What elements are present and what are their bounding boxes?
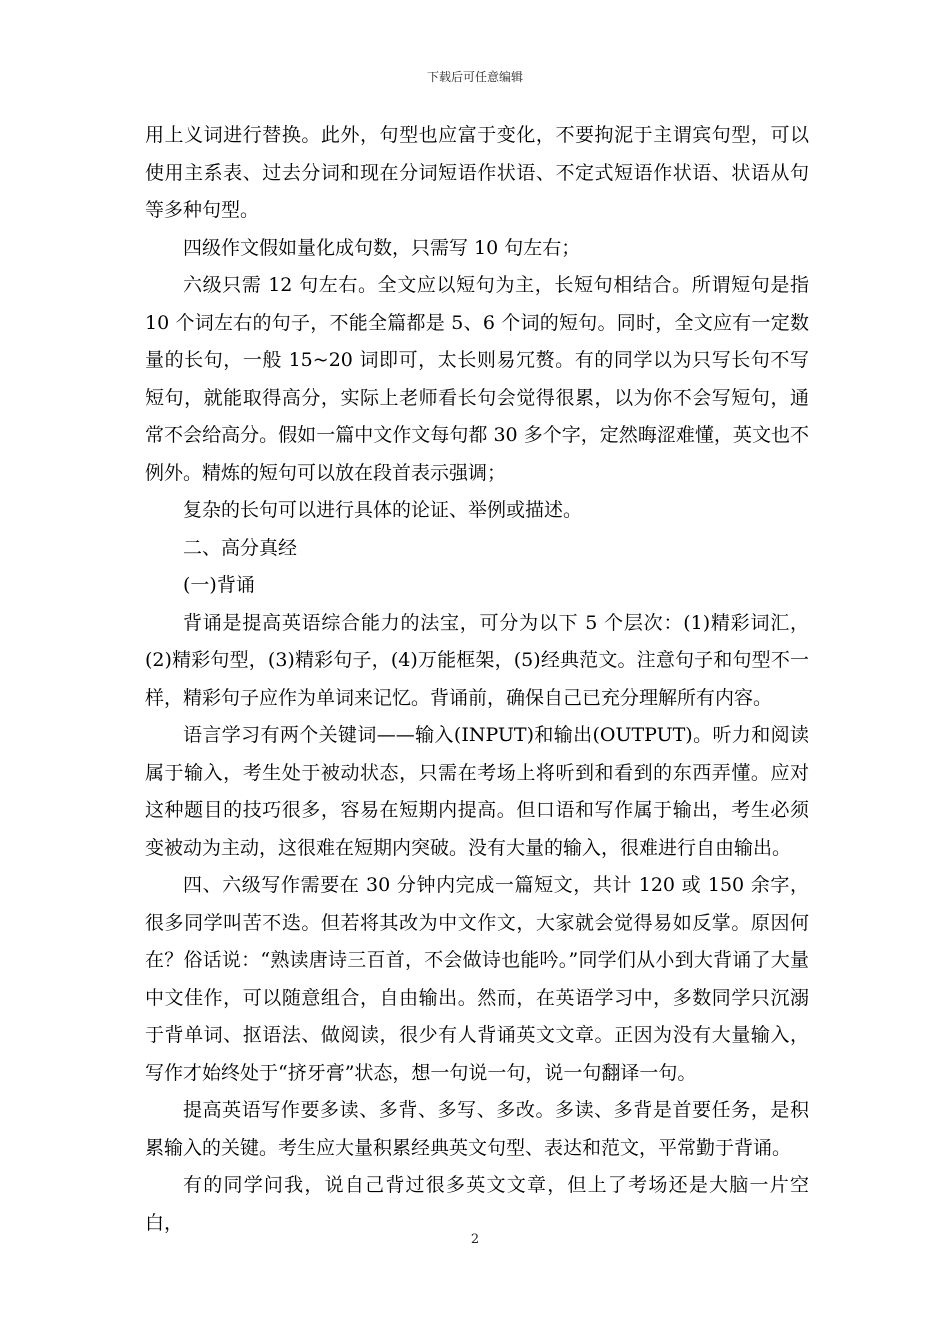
subsection-heading: (一)背诵 [183,574,255,596]
paragraph: 背诵是提高英语综合能力的法宝，可分为以下 5 个层次：(1)精彩词汇，(2)精彩句型，(3)精彩句子，(4)万能框架，(5)经典范文。注意句子和句型不一样，精彩句子应作为单词来记忆。背诵前，确保自己已充分理解所有内容。 [145,611,809,709]
page-header: 下载后可任意编辑 [426,70,523,84]
paragraph: 有的同学问我，说自己背过很多英文文章，但上了考场还是大脑一片空白， [145,1174,809,1234]
paragraph: 语言学习有两个关键词——输入(INPUT)和输出(OUTPUT)。听力和阅读属于输入，考生处于被动状态，只需在考场上将听到和看到的东西弄懂。应对这种题目的技巧很多，容易在短期内提高。但口语和写作属于输出，考生必须变被动为主动，这很难在短期内突破。没有大量的输入，很难进行自由输出。 [145,724,809,859]
page-number: 2 [470,1232,480,1247]
paragraph: 复杂的长句可以进行具体的论证、举例或描述。 [183,499,583,521]
paragraph: 四、六级写作需要在 30 分钟内完成一篇短文，共计 120 或 150 余字，很多同学叫苦不迭。但若将其改为中文作文，大家就会觉得易如反掌。原因何在？俗话说：“熟读唐诗三百首，不会做诗也能吟。”同学们从小到大背诵了大量中文佳作，可以随意组合，自由输出。然而，在英语学习中，多数同学只沉溺于背单词、抠语法、做阅读，很少有人背诵英文文章。正因为没有大量输入，写作才始终处于“挤牙膏”状态，想一句说一句，说一句翻译一句。 [145,874,809,1084]
paragraph: 四级作文假如量化成句数，只需写 10 句左右； [183,236,581,259]
paragraph: 用上义词进行替换。此外，句型也应富于变化，不要拘泥于主谓宾句型，可以使用主系表、过去分词和现在分词短语作状语、不定式短语作状语、状语从句等多种句型。 [145,124,809,221]
document-body [145,117,809,1242]
paragraph: 提高英语写作要多读、多背、多写、多改。多读、多背是首要任务，是积累输入的关键。考生应大量积累经典英文句型、表达和范文，平常勤于背诵。 [145,1099,809,1159]
paragraph: 六级只需 12 句左右。全文应以短句为主，长短句相结合。所谓短句是指 10 个词左右的句子，不能全篇都是 5、6 个词的短句。同时，全文应有一定数量的长句，一般 15~20 词即可，太长则易冗赘。有的同学以为只写长句不写短句，就能取得高分，实际上老师看长句会觉得很累，以为你不会写短句，通常不会给高分。假如一篇中文作文每句都 30 多个字，定然晦涩难懂，英文也不例外。精炼的短句可以放在段首表示强调； [145,274,809,484]
section-heading: 二、高分真经 [183,536,298,559]
